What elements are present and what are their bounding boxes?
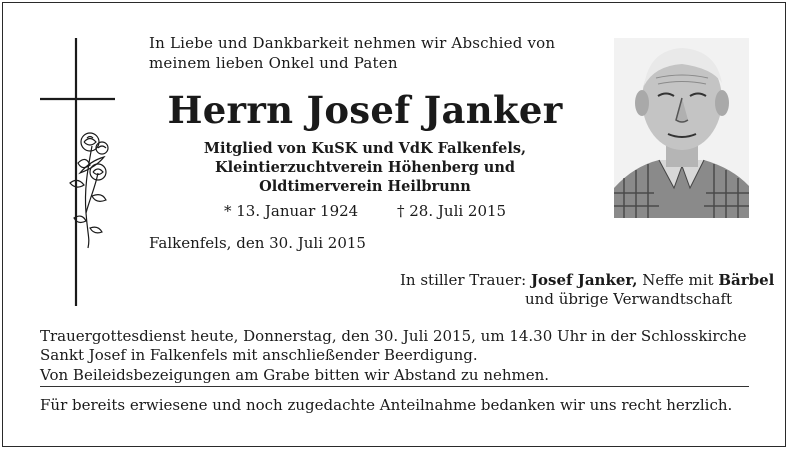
place-and-date: Falkenfels, den 30. Juli 2015 [149, 234, 366, 252]
service-line-1: Trauergottesdienst heute, Donnerstag, den 30. Juli 2015, um 14.30 Uhr in der Schlosskirche [40, 327, 747, 345]
birth-date: * 13. Januar 1924 [224, 202, 359, 220]
portrait-photo [614, 38, 749, 218]
intro-text [149, 33, 589, 73]
death-date: † 28. Juli 2015 [397, 202, 507, 220]
thanks-note: Für bereits erwiesene und noch zugedachte Anteilnahme bedanken wir uns recht herzlich. [40, 396, 733, 414]
service-line-2: Sankt Josef in Falkenfels mit anschließender Beerdigung. [40, 346, 478, 364]
membership-line-3: Oldtimerverein Heilbrunn [259, 178, 471, 195]
mourner-relation: Neffe mit [642, 271, 714, 289]
membership-line-1: Mitglied von KuSK und VdK Falkenfels, [203, 140, 527, 157]
mourner-partner: Bärbel [718, 271, 775, 289]
memberships [150, 139, 580, 196]
condolences-note: Von Beileidsbezeigungen am Grabe bitten wir Abstand zu nehmen. [40, 366, 550, 384]
divider [40, 386, 749, 387]
funeral-service-text [40, 327, 760, 365]
mourner-name: Josef Janker, [530, 271, 638, 289]
deceased-name: Herrn Josef Janker [167, 88, 563, 132]
intro-line-2: meinem lieben Onkel und Paten [149, 54, 398, 72]
intro-line-1: In Liebe und Dankbarkeit nehmen wir Abschied von [149, 34, 556, 52]
membership-line-2: Kleintierzuchtverein Höhenberg und [214, 159, 515, 176]
cross-with-roses-icon [40, 38, 120, 308]
mourners-line-2: und übrige Verwandtschaft [525, 290, 733, 308]
mourners-line-1 [400, 271, 774, 289]
mourners-prefix: In stiller Trauer: [400, 271, 527, 289]
